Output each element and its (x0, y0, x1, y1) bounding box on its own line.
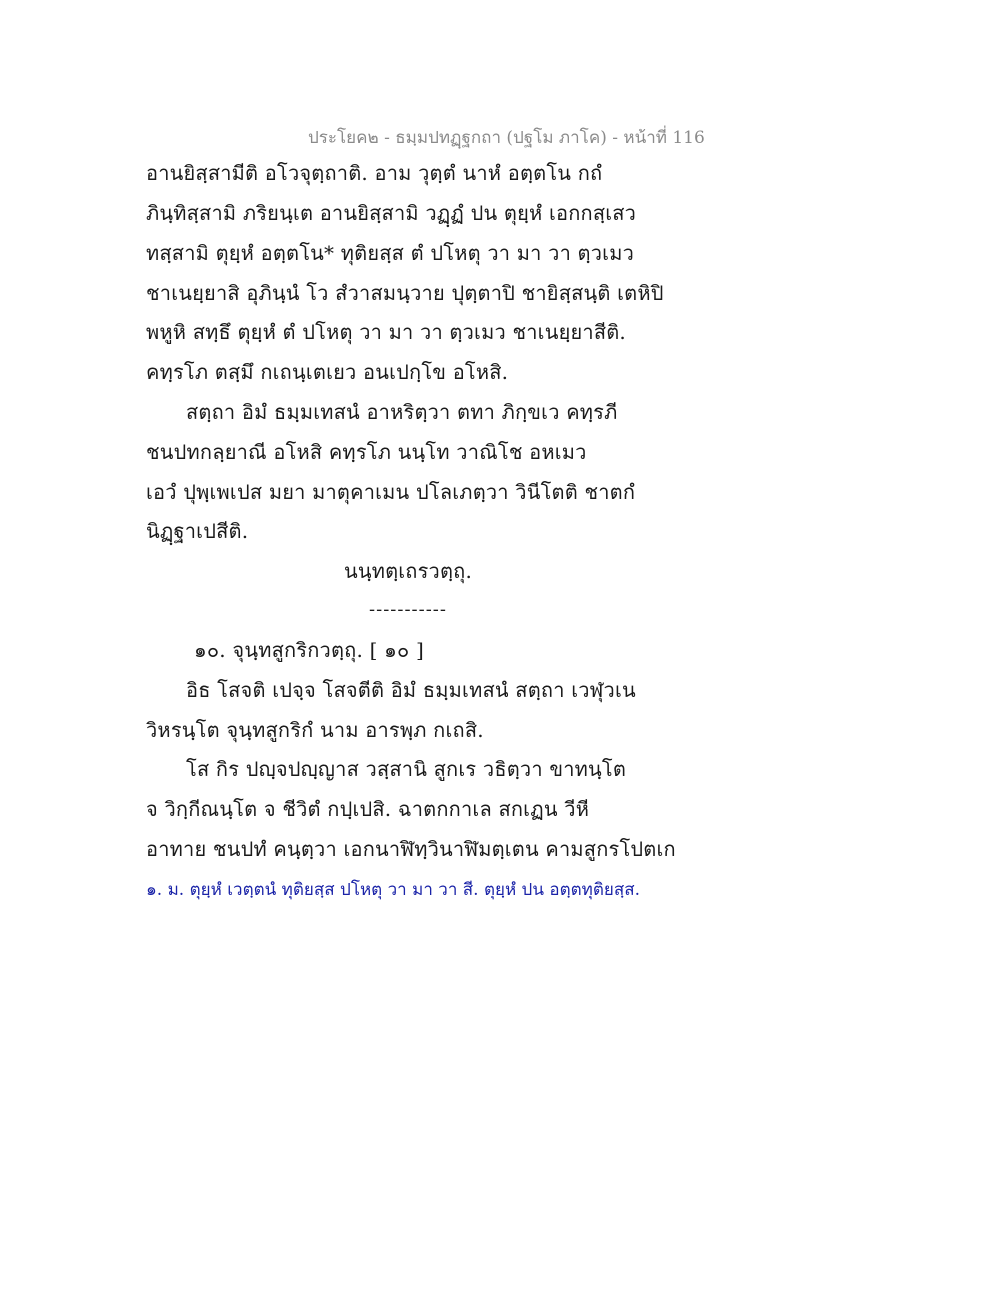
paragraph-line: นิฏฺฐาเปสีติ. (146, 519, 249, 543)
paragraph-line: จ วิกฺกีณนฺโต จ ชีวิตํ กปฺเปสิ. ฉาตกกาเล สกเฏน วีหี (146, 797, 590, 821)
section-title: ๑๐. จุนฺทสูกริกวตฺถุ. [ ๑๐ ] (193, 638, 425, 662)
page-header-text: ประโยค๒ - ธมฺมปทฏฺฐกถา (ปฐโม ภาโค) - หน้าที่ 116 (308, 128, 705, 148)
footnote: ๑. ม. ตุยฺหํ เวตฺตนํ ทุติยสฺส ปโหตุ วา มา วา สี. ตุยฺหํ ปน อตฺตทุติยสฺส. (146, 880, 641, 900)
paragraph-line: ชนปทกลฺยาณี อโหสิ คทฺรโภ นนฺโท วาณิโช อหเมว (146, 440, 587, 464)
section-divider: ----------- (369, 599, 447, 620)
paragraph-line: วิหรนฺโต จุนฺทสูกริกํ นาม อารพฺภ กเถสิ. (146, 718, 484, 742)
paragraph-line: อิธ โสจติ เปจฺจ โสจตีติ อิมํ ธมฺมเทสนํ สตฺถา เวฬุวเน (186, 678, 636, 702)
paragraph-line: โส กิร ปญฺจปญฺญาส วสฺสานิ สูกเร วธิตฺวา ขาทนฺโต (186, 757, 627, 781)
story-end-title: นนฺทตฺเถรวตฺถุ. (343, 559, 473, 583)
body-line: ชาเนยฺยาสิ อุภินฺนํ โว สํวาสมนฺวาย ปุตฺตาปิ ชายิสฺสนฺติ เตหิปิ (146, 281, 664, 305)
body-line: ทสฺสามิ ตุยฺหํ อตฺตโน* ทุติยสฺส ตํ ปโหตุ วา มา วา ตฺวเมว (146, 241, 635, 265)
paragraph-line: อาทาย ชนปทํ คนฺตฺวา เอกนาฬิทฺวินาฬิมตฺเตน คามสูกรโปตเก (146, 837, 676, 861)
body-line: คทฺรโภ ตสฺมึ กเถนฺเตเยว อนเปกฺโข อโหสิ. (146, 360, 509, 384)
paragraph-line: เอวํ ปุพฺเพเปส มยา มาตุคาเมน ปโลเภตฺวา วินีโตติ ชาตกํ (146, 480, 636, 504)
body-line: พหูหิ สทฺธึ ตุยฺหํ ตํ ปโหตุ วา มา วา ตฺวเมว ชาเนยฺยาสีติ. (146, 320, 626, 344)
paragraph-line: สตฺถา อิมํ ธมฺมเทสนํ อาหริตฺวา ตทา ภิกฺขเว คทฺรภี (186, 400, 618, 424)
body-line: ภินฺทิสฺสามิ ภริยนฺเต อานยิสฺสามิ วฏฺฏํ ปน ตุยฺหํ เอกกสฺเสว (146, 201, 637, 225)
body-line: อานยิสฺสามีติ อโวจุตฺถาติ. อาม วุตฺตํ นาหํ อตฺตโน กถํ (146, 161, 603, 185)
